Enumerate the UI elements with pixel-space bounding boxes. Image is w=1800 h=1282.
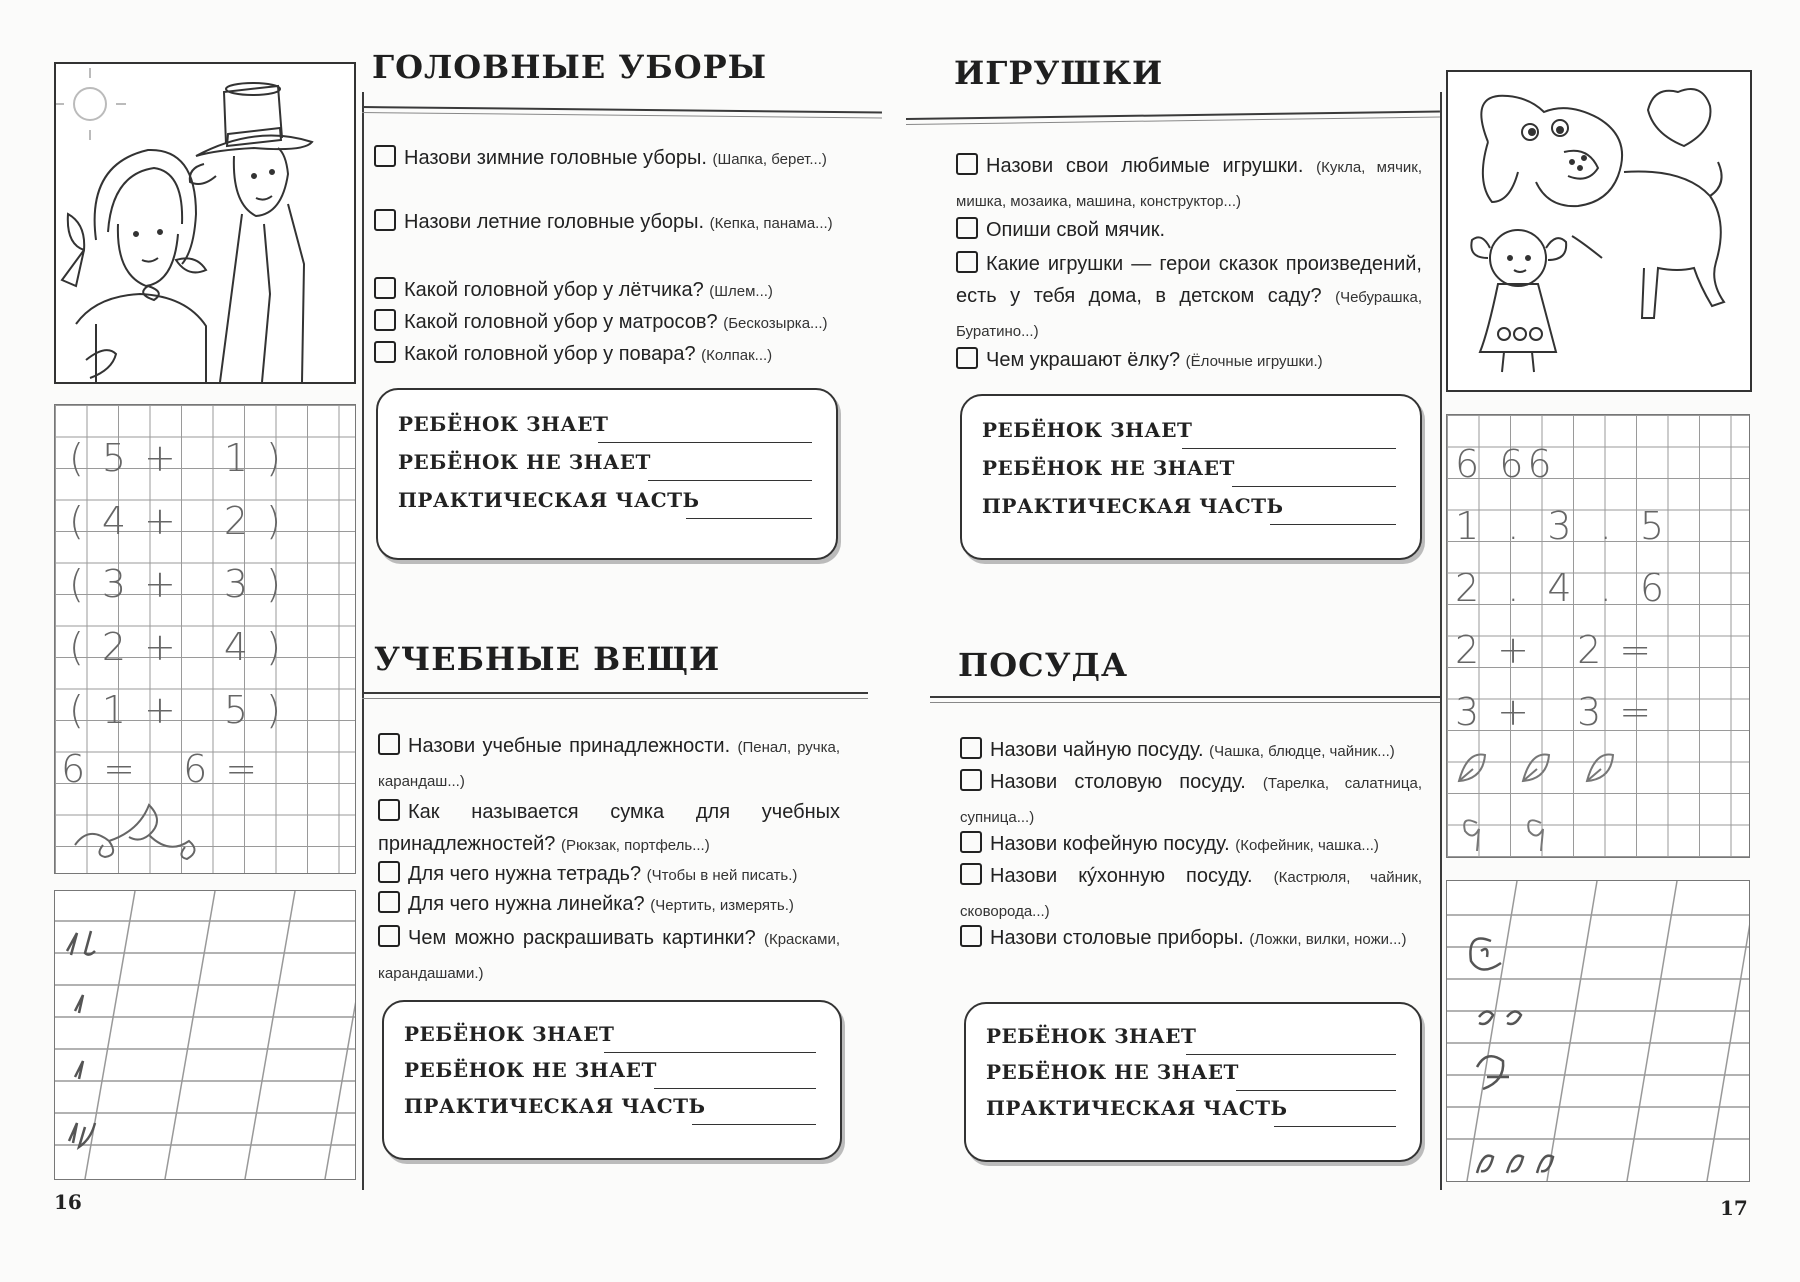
- assessment-box: [382, 1000, 842, 1160]
- checkbox[interactable]: [960, 925, 982, 947]
- grid-example: (5+ 1): [69, 436, 299, 480]
- practical-label: ПРАКТИЧЕСКАЯ ЧАСТЬ: [404, 1094, 706, 1118]
- assessment-box: [376, 388, 838, 560]
- assessment-box: [964, 1002, 1422, 1162]
- page-number-left: 16: [54, 1190, 82, 1214]
- right-content-border: [1440, 92, 1442, 1190]
- checkbox[interactable]: [960, 737, 982, 759]
- checkbox[interactable]: [378, 861, 400, 883]
- checkbox[interactable]: [956, 217, 978, 239]
- grid-example: 2 . 4 . 6: [1455, 566, 1673, 610]
- answer-line[interactable]: [598, 442, 812, 443]
- handwriting-lines-right: [1446, 880, 1750, 1182]
- knows-label: РЕБЁНОК ЗНАЕТ: [398, 412, 609, 436]
- section-title-toys: ИГРУШКИ: [954, 54, 1164, 92]
- checkbox[interactable]: [374, 145, 396, 167]
- dog-and-doll-drawing: [1448, 72, 1750, 390]
- question-item: Назови кофейную посуду. (Кофейник, чашка...): [960, 828, 1422, 862]
- question-item: Назови чайную посуду. (Чашка, блюдце, чайник...): [960, 734, 1422, 768]
- leaf-pattern: [1453, 751, 1653, 851]
- checkbox[interactable]: [960, 831, 982, 853]
- answer-line[interactable]: [604, 1052, 816, 1053]
- answer-line[interactable]: [686, 518, 812, 519]
- toys-illustration: [1446, 70, 1752, 392]
- checkbox[interactable]: [378, 733, 400, 755]
- checkbox[interactable]: [374, 341, 396, 363]
- checkbox[interactable]: [378, 799, 400, 821]
- answer-line[interactable]: [1182, 448, 1396, 449]
- checkbox[interactable]: [956, 251, 978, 273]
- not-knows-label: РЕБЁНОК НЕ ЗНАЕТ: [982, 456, 1235, 480]
- section-title-dishes: ПОСУДА: [958, 646, 1129, 684]
- practical-label: ПРАКТИЧЕСКАЯ ЧАСТЬ: [398, 488, 700, 512]
- slanted-lines: [1447, 881, 1749, 1181]
- grid-example: (4+ 2): [69, 499, 299, 543]
- grid-example: 6= 6=: [61, 747, 276, 791]
- grid-example: (3+ 3): [69, 562, 299, 606]
- section-title-school-items: УЧЕБНЫЕ ВЕЩИ: [374, 640, 721, 678]
- question-item: Назови свои любимые игрушки. (Кукла, мячик, мишка, мозаика, машина, конструктор...): [956, 155, 1422, 210]
- grid-example: (2+ 4): [69, 625, 299, 669]
- slanted-lines: [55, 891, 355, 1179]
- section-rule-thin: [362, 698, 868, 699]
- answer-line[interactable]: [1186, 1054, 1396, 1055]
- practical-label: ПРАКТИЧЕСКАЯ ЧАСТЬ: [986, 1096, 1288, 1120]
- section-rule-thin: [362, 112, 882, 118]
- answer-line[interactable]: [654, 1088, 816, 1089]
- question-item: Чем украшают ёлку? (Ёлочные игрушки.): [956, 344, 1422, 378]
- question-item: Как называется сумка для учебных принадлежностей? (Рюкзак, портфель...): [378, 801, 840, 855]
- grid-example: 2+ 2=: [1455, 628, 1670, 672]
- question-item: Какой головной убор у матросов? (Бескозырка...): [374, 306, 840, 340]
- grid-example: 3+ 3=: [1455, 690, 1670, 734]
- math-grid-left: [54, 404, 356, 874]
- checkbox[interactable]: [960, 769, 982, 791]
- checkbox[interactable]: [378, 925, 400, 947]
- flower-pattern: [69, 785, 209, 865]
- section-rule-thin: [930, 702, 1440, 703]
- knows-label: РЕБЁНОК ЗНАЕТ: [404, 1022, 615, 1046]
- checkbox[interactable]: [378, 891, 400, 913]
- answer-line[interactable]: [1232, 486, 1396, 487]
- section-rule: [362, 692, 868, 694]
- question-item: Какой головной убор у повара? (Колпак...): [374, 338, 840, 372]
- checkbox[interactable]: [374, 309, 396, 331]
- left-content-border: [362, 92, 364, 1190]
- answer-line[interactable]: [1274, 1126, 1396, 1127]
- knows-label: РЕБЁНОК ЗНАЕТ: [986, 1024, 1197, 1048]
- assessment-box: [960, 394, 1422, 560]
- checkbox[interactable]: [374, 277, 396, 299]
- question-item: Назови столовые приборы. (Ложки, вилки, ножи...): [960, 922, 1422, 956]
- question-item: Чем можно раскрашивать картинки? (Красками, карандашами.): [378, 927, 840, 982]
- question-item: Назови летние головные уборы. (Кепка, панама...): [374, 206, 840, 240]
- question-item: Назови учебные принадлежности. (Пенал, ручка, карандаш...): [378, 735, 840, 790]
- knows-label: РЕБЁНОК ЗНАЕТ: [982, 418, 1193, 442]
- section-title-hats: ГОЛОВНЫЕ УБОРЫ: [372, 48, 768, 86]
- question-item: Назови кýхонную посуду. (Кастрюля, чайник, сковорода...): [960, 865, 1422, 920]
- page-number-right: 17: [1720, 1196, 1748, 1220]
- question-item: Назови зимние головные уборы. (Шапка, берет...): [374, 142, 840, 176]
- math-grid-right: [1446, 414, 1750, 858]
- question-item: Для чего нужна линейка? (Чертить, измерять.): [378, 888, 840, 922]
- lady-and-gentleman-drawing: [56, 64, 354, 382]
- checkbox[interactable]: [956, 347, 978, 369]
- section-rule: [930, 696, 1440, 698]
- checkbox[interactable]: [960, 863, 982, 885]
- not-knows-label: РЕБЁНОК НЕ ЗНАЕТ: [404, 1058, 657, 1082]
- handwriting-lines-left: [54, 890, 356, 1180]
- answer-line[interactable]: [1270, 524, 1396, 525]
- grid-example: 1 . 3 . 5: [1455, 504, 1673, 548]
- question-item: Опиши свой мячик.: [956, 214, 1422, 246]
- question-item: Какие игрушки — герои сказок произведений, есть у тебя дома, в детском саду? (Чебурашка, Буратино...): [956, 253, 1422, 340]
- hats-illustration: [54, 62, 356, 384]
- not-knows-label: РЕБЁНОК НЕ ЗНАЕТ: [398, 450, 651, 474]
- checkbox[interactable]: [374, 209, 396, 231]
- question-item: Назови столовую посуду. (Тарелка, салатница, супница...): [960, 771, 1423, 826]
- answer-line[interactable]: [692, 1124, 816, 1125]
- grid-example: (1+ 5): [69, 688, 299, 732]
- practical-label: ПРАКТИЧЕСКАЯ ЧАСТЬ: [982, 494, 1284, 518]
- answer-line[interactable]: [648, 480, 812, 481]
- question-item: Какой головной убор у лётчика? (Шлем...): [374, 274, 840, 308]
- grid-example: 6 66: [1455, 442, 1556, 486]
- answer-line[interactable]: [1236, 1090, 1396, 1091]
- not-knows-label: РЕБЁНОК НЕ ЗНАЕТ: [986, 1060, 1239, 1084]
- checkbox[interactable]: [956, 153, 978, 175]
- question-item: Для чего нужна тетрадь? (Чтобы в ней писать.): [378, 858, 840, 892]
